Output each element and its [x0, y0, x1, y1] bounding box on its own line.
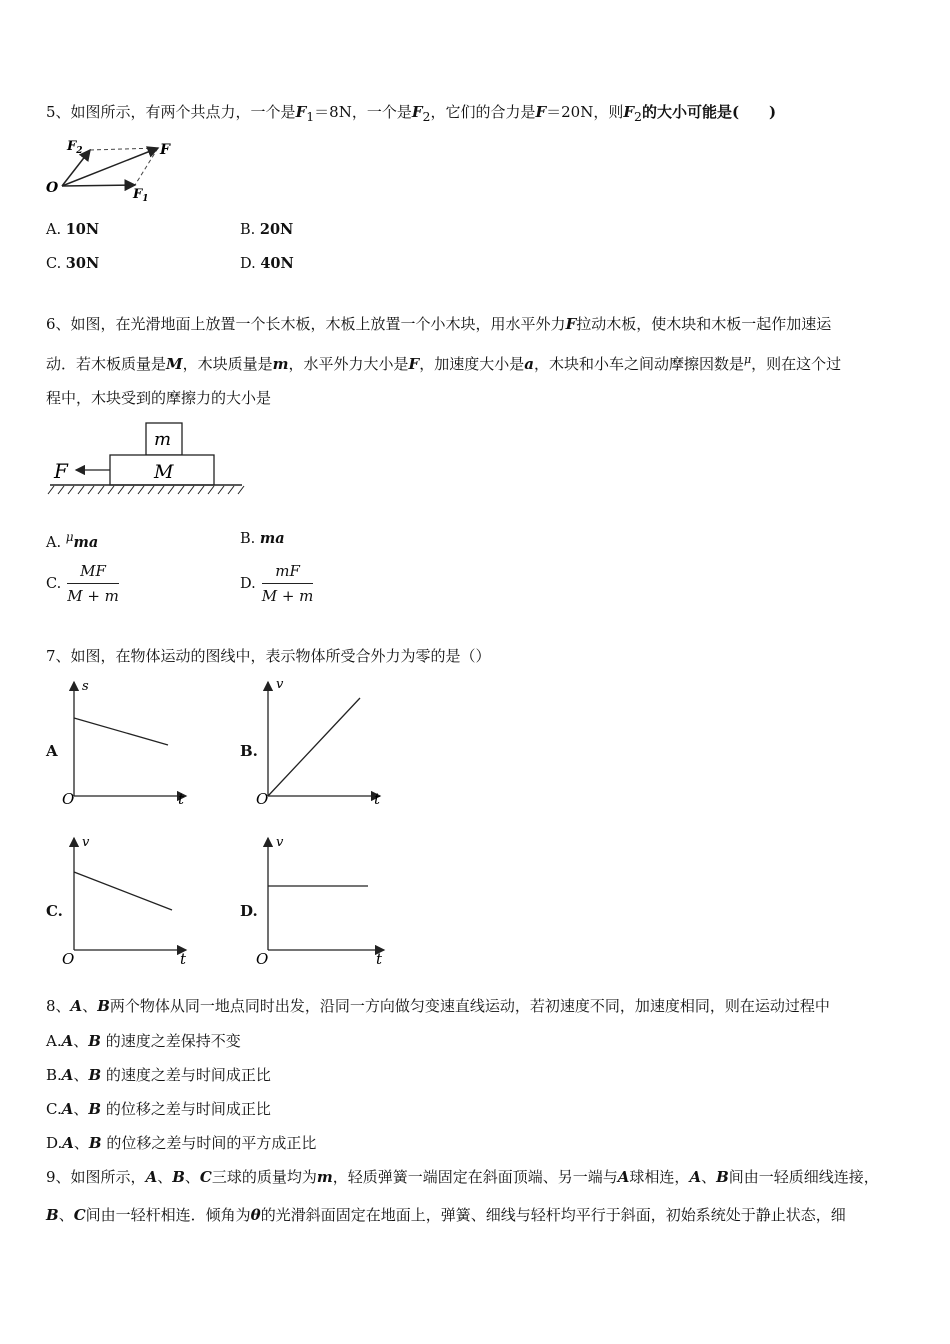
- graph-b-y-label: v: [276, 677, 284, 692]
- big-block-label: M: [154, 461, 174, 483]
- f-f1-dashed: [135, 148, 158, 185]
- q6-block-diagram: [46, 420, 246, 500]
- option-d-fraction: $\frac{mF}{M + m}$: [261, 562, 314, 605]
- graph-a[interactable]: [60, 676, 200, 811]
- q6-option-a[interactable]: A. $^\mu$ma: [46, 530, 99, 551]
- option-c-fraction: $\frac{MF}{M + m}$: [67, 562, 119, 605]
- q5-option-c[interactable]: C. 30N: [46, 255, 100, 272]
- small-block-label: m: [154, 429, 172, 450]
- q5-stem: 5、如图所示，有两个共点力，一个是$F_1=8N$，一个是$F_2$，它们的合力是F＝20N，则$F_2$的大小可能是( ): [46, 103, 777, 124]
- f2-f-dashed: [90, 148, 158, 150]
- q6-option-d[interactable]: D. $\frac{mF}{M + m}$: [240, 562, 314, 605]
- f2-label: F: [67, 139, 77, 154]
- f1-sub: 1: [142, 194, 149, 204]
- graph-a-x-label: t: [178, 790, 185, 808]
- graph-a-line: [74, 718, 168, 745]
- q8-option-a[interactable]: A.A、B 的速度之差保持不变: [46, 1032, 241, 1050]
- graph-d-origin: O: [256, 950, 269, 968]
- graph-c-label[interactable]: C.: [46, 902, 63, 920]
- graph-d-label[interactable]: D.: [240, 902, 258, 920]
- q9-stem-line1: 9、如图所示，A、B、C三球的质量均为m，轻质弹簧一端固定在斜面顶端、另一端与A球相连，A、B间由一轻质细线连接，: [46, 1168, 879, 1186]
- q6-option-b[interactable]: B. ma: [240, 530, 285, 547]
- graph-b-label[interactable]: B.: [240, 742, 258, 760]
- graph-d[interactable]: [254, 834, 394, 969]
- f-label: F: [160, 142, 170, 158]
- svg-text:F1: [132, 187, 149, 204]
- graph-b[interactable]: [254, 676, 394, 811]
- force-label: F: [54, 459, 68, 483]
- q6-stem-line1: 6、如图，在光滑地面上放置一个长木板，木板上放置一个小木块，用水平外力F拉动木板，使木块和木板一起作加速运: [46, 315, 832, 333]
- graph-c-line: [74, 872, 172, 910]
- q5-option-b[interactable]: B. 20N: [240, 221, 294, 238]
- q6-stem-line2: 动．若木板质量是M，木块质量是m，水平外力大小是F，加速度大小是a，木块和小车之间动摩擦因数是$^\mu$，则在这个过: [46, 353, 842, 373]
- graph-d-x-label: t: [376, 950, 383, 968]
- graph-c-y-label: v: [82, 835, 90, 850]
- graph-a-label[interactable]: A: [46, 742, 58, 760]
- q8-option-c[interactable]: C.A、B 的位移之差与时间成正比: [46, 1100, 271, 1118]
- q6-stem-line3: 程中，木块受到的摩擦力的大小是: [46, 389, 272, 407]
- graph-b-origin: O: [256, 790, 269, 808]
- graph-c-x-label: t: [180, 950, 187, 968]
- graph-b-x-label: t: [374, 790, 381, 808]
- ground-hatch: [48, 486, 244, 494]
- q5-option-a[interactable]: A. 10N: [46, 221, 100, 238]
- graph-a-origin: O: [62, 790, 75, 808]
- q7-stem: 7、如图，在物体运动的图线中，表示物体所受合外力为零的是（）: [46, 647, 491, 665]
- q8-option-d[interactable]: D.A、B 的位移之差与时间的平方成正比: [46, 1134, 317, 1152]
- q6-option-c[interactable]: C. $\frac{MF}{M + m}$: [46, 562, 119, 605]
- q5-force-diagram: [40, 130, 180, 205]
- svg-text:F2: [66, 139, 83, 156]
- graph-b-line: [268, 698, 360, 796]
- f1-label: F: [133, 187, 143, 202]
- o-label: O: [46, 180, 59, 196]
- q8-stem: 8、A、B两个物体从同一地点同时出发，沿同一方向做匀变速直线运动，若初速度不同，加速度相同，则在运动过程中: [46, 997, 830, 1015]
- f2-sub: 2: [76, 146, 83, 156]
- q8-option-b[interactable]: B.A、B 的速度之差与时间成正比: [46, 1066, 271, 1084]
- graph-c[interactable]: [60, 834, 200, 969]
- q5-option-d[interactable]: D. 40N: [240, 255, 294, 272]
- q9-stem-line2: B、C间由一轻杆相连．倾角为θ的光滑斜面固定在地面上，弹簧、细线与轻杆均平行于斜面，初始系统处于静止状态，细: [46, 1206, 846, 1224]
- graph-c-origin: O: [62, 950, 75, 968]
- graph-a-y-label: s: [82, 679, 89, 694]
- graph-d-y-label: v: [276, 835, 284, 850]
- f1-vector: [62, 185, 135, 186]
